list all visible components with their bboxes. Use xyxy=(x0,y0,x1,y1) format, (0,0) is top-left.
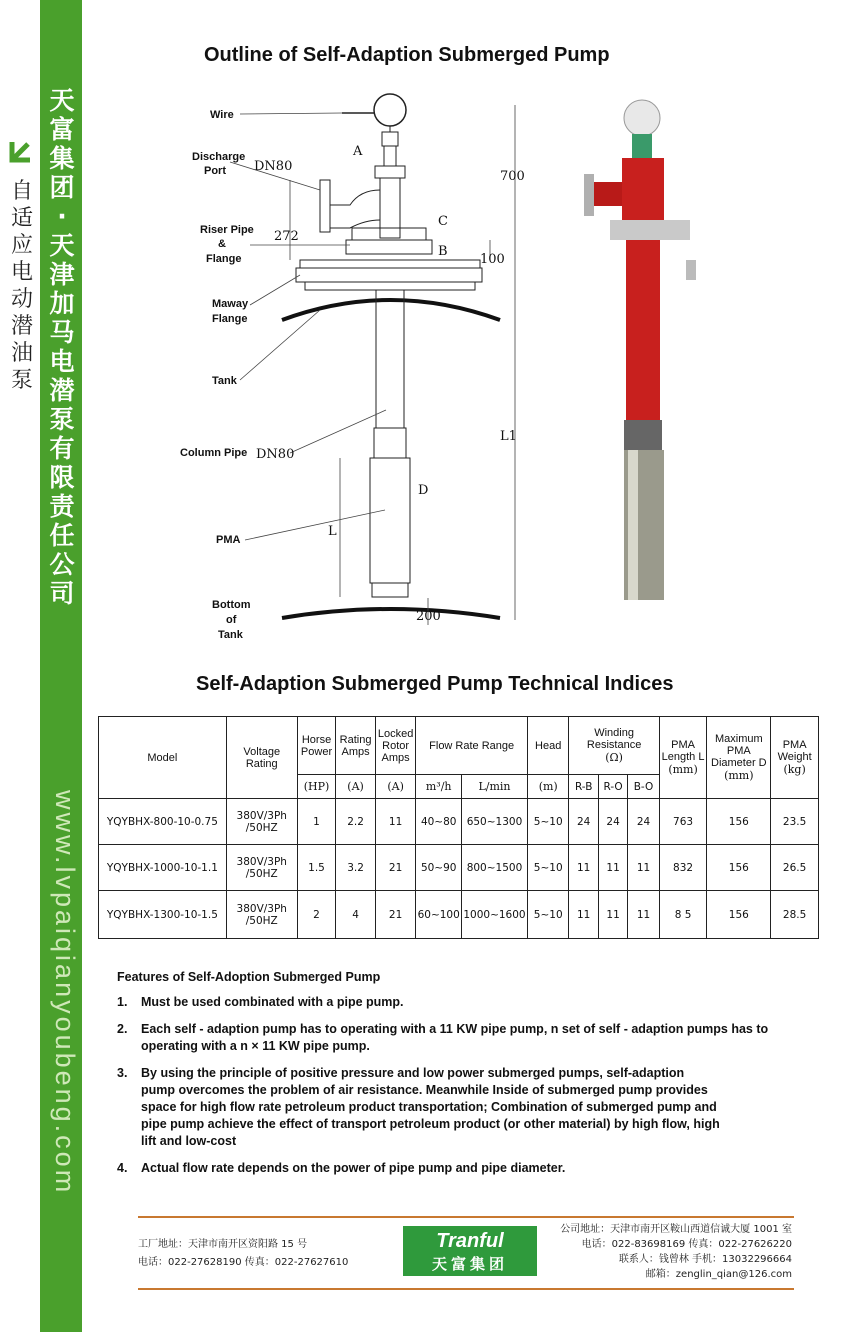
feature-number: 4. xyxy=(117,1161,128,1175)
dim-c: C xyxy=(438,214,448,229)
cell-m3h: 40~80 xyxy=(416,799,462,845)
label-tank: Tank xyxy=(212,375,237,387)
cell-head: 5~10 xyxy=(527,799,569,845)
logo-english: Tranful xyxy=(436,1230,504,1252)
cell-voltage xyxy=(226,845,297,891)
dim-700: 700 xyxy=(500,169,525,184)
dim-l1: L1 xyxy=(500,429,517,444)
cell-rb: 11 xyxy=(569,891,598,939)
cell-voltage-1: 380V/3Ph xyxy=(236,809,287,822)
cell-voltage-2: /50HZ xyxy=(245,914,278,927)
company-contact: 联系人：钱曾林 手机：13032296664 xyxy=(618,1254,792,1265)
features-title: Features of Self-Adoption Submerged Pump xyxy=(117,970,381,984)
flow-unit-m3h: m³/h xyxy=(416,775,462,799)
cell-lmin: 800~1500 xyxy=(462,845,528,891)
winding-unit: (Ω) xyxy=(605,751,623,764)
dim-b: B xyxy=(438,244,448,259)
features-section xyxy=(117,970,777,1187)
cell-length: 763 xyxy=(659,799,707,845)
label-bottom-3: Tank xyxy=(218,629,243,641)
list-item xyxy=(117,1065,777,1150)
label-wire: Wire xyxy=(210,109,234,121)
col-winding xyxy=(569,717,659,775)
col-length xyxy=(659,717,707,799)
head-unit: (m) xyxy=(527,775,569,799)
tranful-logo xyxy=(403,1226,537,1276)
cell-model: YQYBHX-1000-10-1.1 xyxy=(99,845,227,891)
label-discharge-1: Discharge xyxy=(192,151,246,163)
col-amps: Rating Amps xyxy=(336,717,376,775)
feature-text: Each self - adaption pump has to operating with a 11 KW pipe pump, n set of self - adaption pumps has to operating with a n × 11 KW pipe pump. xyxy=(141,1022,769,1053)
diameter-label: Maximum PMA Diameter D xyxy=(711,733,767,769)
cell-bo: 11 xyxy=(628,891,659,939)
cell-amps: 3.2 xyxy=(336,845,376,891)
list-item xyxy=(117,1021,777,1055)
table-title: Self-Adaption Submerged Pump Technical Indices xyxy=(196,673,674,695)
dim-100: 100 xyxy=(480,252,505,267)
col-locked: Locked Rotor Amps xyxy=(375,717,416,775)
footer xyxy=(138,1216,794,1290)
weight-label: PMA Weight xyxy=(777,739,812,763)
company-email: 邮箱：zenglin_qian@126.com xyxy=(645,1269,792,1280)
length-label: PMA Length L xyxy=(661,739,705,763)
dim-dn80-column: DN80 xyxy=(256,447,295,462)
col-weight xyxy=(771,717,819,799)
logo-chinese: 天富集团 xyxy=(431,1255,508,1273)
pump-photo xyxy=(580,90,710,610)
length-unit: (mm) xyxy=(668,763,698,776)
feature-number: 3. xyxy=(117,1066,128,1080)
cell-locked: 21 xyxy=(375,891,416,939)
table-row xyxy=(99,845,819,891)
feature-text: By using the principle of positive pressure and low power submerged pumps, self-adaption pump overcomes the problem of air resistance. Meanwhile Inside of submerged pump provides space for high flow rate petroleum product transportation; Combination of submerged pump and pipe pump achieve the effect of transport petroleum product (or other material) by high flow, high lift and low-cost xyxy=(141,1066,720,1148)
company-address: 公司地址：天津市南开区鞍山西道信诚大厦 1001 室 xyxy=(560,1224,792,1235)
col-model: Model xyxy=(99,717,227,799)
feature-number: 2. xyxy=(117,1022,128,1036)
winding-label: Winding Resistance xyxy=(586,727,642,751)
label-pma: PMA xyxy=(216,534,241,546)
cell-model: YQYBHX-800-10-0.75 xyxy=(99,799,227,845)
cell-weight: 23.5 xyxy=(771,799,819,845)
label-maway-1: Maway xyxy=(212,298,249,310)
cell-diameter: 156 xyxy=(707,845,771,891)
cell-weight: 26.5 xyxy=(771,845,819,891)
dim-272: 272 xyxy=(274,229,299,244)
cell-m3h: 50~90 xyxy=(416,845,462,891)
col-flow: Flow Rate Range xyxy=(416,717,528,775)
diameter-unit: (mm) xyxy=(724,769,754,782)
cell-model: YQYBHX-1300-10-1.5 xyxy=(99,891,227,939)
footer-company-info xyxy=(560,1222,792,1282)
dim-200: 200 xyxy=(416,609,441,624)
dim-l: L xyxy=(328,524,337,539)
cell-length: 832 xyxy=(659,845,707,891)
hp-unit: (HP) xyxy=(297,775,336,799)
outline-title: Outline of Self-Adaption Submerged Pump xyxy=(204,44,610,66)
cell-voltage-1: 380V/3Ph xyxy=(236,902,287,915)
factory-address: 工厂地址：天津市南开区资阳路 15 号 xyxy=(138,1239,308,1250)
cell-bo: 24 xyxy=(628,799,659,845)
winding-ro: R-O xyxy=(598,775,627,799)
list-item xyxy=(117,1160,777,1177)
cell-locked: 21 xyxy=(375,845,416,891)
label-column-pipe: Column Pipe xyxy=(180,447,248,459)
dim-a: A xyxy=(353,144,363,159)
cell-m3h: 60~100 xyxy=(416,891,462,939)
flow-unit-lmin: L/min xyxy=(462,775,528,799)
col-diameter xyxy=(707,717,771,799)
col-hp: Horse Power xyxy=(297,717,336,775)
cell-voltage-2: /50HZ xyxy=(245,867,278,880)
feature-text: Must be used combinated with a pipe pump. xyxy=(141,995,404,1009)
cell-head: 5~10 xyxy=(527,891,569,939)
cell-rb: 11 xyxy=(569,845,598,891)
cell-ro: 11 xyxy=(598,891,627,939)
cell-lmin: 1000~1600 xyxy=(462,891,528,939)
cell-diameter: 156 xyxy=(707,891,771,939)
cell-voltage-1: 380V/3Ph xyxy=(236,855,287,868)
cell-hp: 1.5 xyxy=(297,845,336,891)
pump-outline-diagram xyxy=(170,80,560,650)
green-arrow-icon xyxy=(6,138,36,168)
label-maway-2: Flange xyxy=(212,313,248,325)
cell-voltage-2: /50HZ xyxy=(245,821,278,834)
table-row xyxy=(99,891,819,939)
col-head: Head xyxy=(527,717,569,775)
label-bottom-1: Bottom xyxy=(212,599,251,611)
dim-d: D xyxy=(418,483,429,498)
label-discharge-2: Port xyxy=(204,165,226,177)
feature-text: Actual flow rate depends on the power of pipe pump and pipe diameter. xyxy=(141,1161,566,1175)
cell-amps: 2.2 xyxy=(336,799,376,845)
sidebar-website: www.lvpaiqianyoubeng.com xyxy=(50,790,80,1196)
footer-factory-info xyxy=(138,1236,348,1272)
cell-hp: 1 xyxy=(297,799,336,845)
cell-ro: 11 xyxy=(598,845,627,891)
cell-rb: 24 xyxy=(569,799,598,845)
winding-bo: B-O xyxy=(628,775,659,799)
locked-unit: (A) xyxy=(375,775,416,799)
label-riser-2: & xyxy=(218,238,226,250)
label-riser-3: Flange xyxy=(206,253,242,265)
cell-head: 5~10 xyxy=(527,845,569,891)
cell-voltage xyxy=(226,799,297,845)
winding-rb: R-B xyxy=(569,775,598,799)
cell-voltage xyxy=(226,891,297,939)
cell-diameter: 156 xyxy=(707,799,771,845)
cell-ro: 24 xyxy=(598,799,627,845)
dim-dn80-top: DN80 xyxy=(254,159,293,174)
col-voltage: Voltage Rating xyxy=(226,717,297,799)
label-bottom-2: of xyxy=(226,614,237,626)
cell-amps: 4 xyxy=(336,891,376,939)
company-phone: 电话：022-83698169 传真：022-27626220 xyxy=(581,1239,792,1250)
label-riser-1: Riser Pipe xyxy=(200,224,254,236)
cell-weight: 28.5 xyxy=(771,891,819,939)
cell-lmin: 650~1300 xyxy=(462,799,528,845)
technical-indices-table xyxy=(98,716,819,939)
feature-number: 1. xyxy=(117,995,128,1009)
cell-bo: 11 xyxy=(628,845,659,891)
sidebar-product-name: 自适应电动潜油泵 xyxy=(10,179,33,393)
list-item xyxy=(117,994,777,1011)
sidebar-company-name: 天富集团·天津加马电潜泵有限责任公司 xyxy=(49,86,75,608)
factory-phone: 电话：022-27628190 传真：022-27627610 xyxy=(138,1257,349,1268)
table-row xyxy=(99,799,819,845)
cell-length: 8 5 xyxy=(659,891,707,939)
cell-hp: 2 xyxy=(297,891,336,939)
amps-unit: (A) xyxy=(336,775,376,799)
weight-unit: (kg) xyxy=(783,763,806,776)
cell-locked: 11 xyxy=(375,799,416,845)
